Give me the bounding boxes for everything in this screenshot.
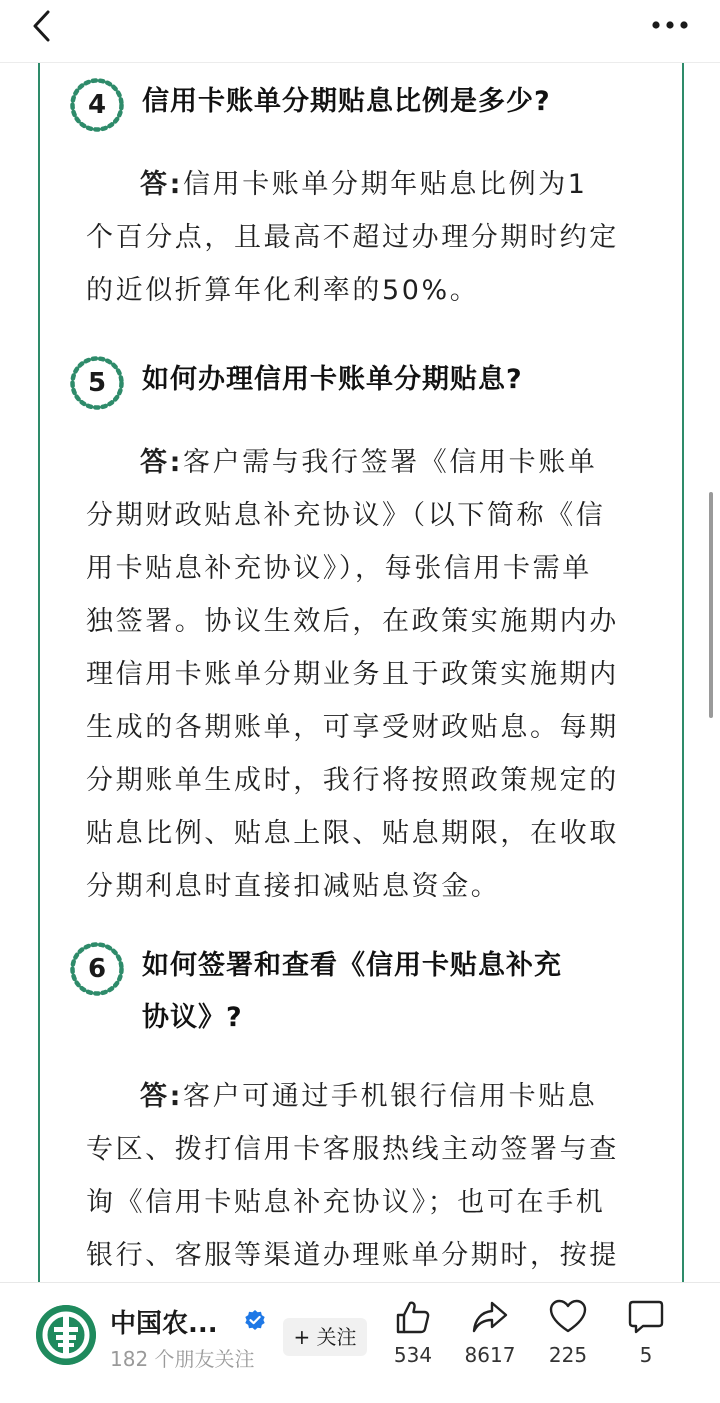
share-arrow-icon xyxy=(470,1297,510,1337)
frame-border-left xyxy=(38,62,40,1282)
bank-logo-icon xyxy=(36,1305,96,1365)
article-content[interactable] xyxy=(0,62,720,1282)
question-row xyxy=(70,362,650,410)
scrollbar-thumb[interactable] xyxy=(709,492,713,718)
question-text xyxy=(142,940,562,1044)
like-button[interactable] xyxy=(373,1297,453,1367)
top-nav-bar xyxy=(0,0,720,63)
answer-line: 分期利息时直接扣减贴息资金。 xyxy=(86,871,501,902)
frame-border-right xyxy=(682,62,684,1282)
qa-block-4 xyxy=(70,84,650,317)
question-number: 4 xyxy=(87,90,107,120)
comment-count: 5 xyxy=(639,1343,653,1367)
favorite-button[interactable] xyxy=(528,1297,608,1367)
followers-count: 182 个朋友关注 xyxy=(110,1347,255,1371)
answer-line: 独签署。协议生效后，在政策实施期内办 xyxy=(86,606,619,637)
question-row xyxy=(70,84,650,132)
answer-line: 理信用卡账单分期业务且于政策实施期内 xyxy=(86,659,619,690)
bottom-action-bar xyxy=(0,1282,720,1403)
answer-line: 询《信用卡贴息补充协议》；也可在手机 xyxy=(86,1187,606,1218)
follow-button[interactable]: + 关注 xyxy=(283,1318,367,1356)
answer-line: 银行、客服等渠道办理账单分期时，按提 xyxy=(86,1240,619,1271)
answer-text xyxy=(70,158,646,317)
favorite-count: 225 xyxy=(548,1343,588,1367)
answer-line: 客户需与我行签署《信用卡账单 xyxy=(183,447,598,478)
qa-block-6 xyxy=(70,948,650,1282)
account-avatar[interactable] xyxy=(36,1305,96,1365)
number-badge xyxy=(70,942,124,996)
comment-button[interactable] xyxy=(606,1297,686,1367)
number-badge xyxy=(70,78,124,132)
answer-line: 贴息比例、贴息上限、贴息期限，在收取 xyxy=(86,818,619,849)
verified-badge-icon xyxy=(244,1309,266,1331)
answer-line: 的近似折算年化利率的50%。 xyxy=(86,275,480,306)
answer-line: 生成的各期账单，可享受财政贴息。每期 xyxy=(86,712,619,743)
thumbs-up-icon xyxy=(393,1297,433,1337)
answer-line: 分期账单生成时，我行将按照政策规定的 xyxy=(86,765,619,796)
question-line: 如何签署和查看《信用卡贴息补充 xyxy=(142,950,562,981)
answer-line: 分期财政贴息补充协议》（以下简称《信 xyxy=(86,500,606,531)
share-button[interactable] xyxy=(450,1297,530,1367)
back-button[interactable] xyxy=(22,6,62,46)
answer-line: 客户可通过手机银行信用卡贴息 xyxy=(183,1081,598,1112)
question-text: 如何办理信用卡账单分期贴息? xyxy=(142,364,523,395)
question-row xyxy=(70,948,650,1044)
more-options-button[interactable] xyxy=(646,8,694,42)
question-line: 协议》? xyxy=(142,1002,243,1033)
ellipsis-icon xyxy=(650,20,690,30)
like-count: 534 xyxy=(393,1343,433,1367)
question-number: 5 xyxy=(87,368,107,398)
answer-text xyxy=(70,1070,646,1282)
answer-line: 专区、拨打信用卡客服热线主动签署与查 xyxy=(86,1134,619,1165)
chevron-left-icon xyxy=(30,8,54,44)
answer-label: 答: xyxy=(140,169,183,200)
answer-text xyxy=(70,436,646,913)
answer-line: 个百分点，且最高不超过办理分期时约定 xyxy=(86,222,619,253)
answer-label: 答: xyxy=(140,1081,183,1112)
account-name[interactable]: 中国农... xyxy=(110,1309,218,1339)
answer-line: 信用卡账单分期年贴息比例为1 xyxy=(183,169,588,200)
question-text: 信用卡账单分期贴息比例是多少? xyxy=(142,86,551,117)
share-count: 8617 xyxy=(464,1343,516,1367)
heart-icon xyxy=(548,1297,588,1337)
answer-line: 用卡贴息补充协议》），每张信用卡需单 xyxy=(86,553,592,584)
number-badge xyxy=(70,356,124,410)
answer-label: 答: xyxy=(140,447,183,478)
question-number: 6 xyxy=(87,954,107,984)
comment-bubble-icon xyxy=(626,1297,666,1337)
qa-block-5 xyxy=(70,362,650,913)
